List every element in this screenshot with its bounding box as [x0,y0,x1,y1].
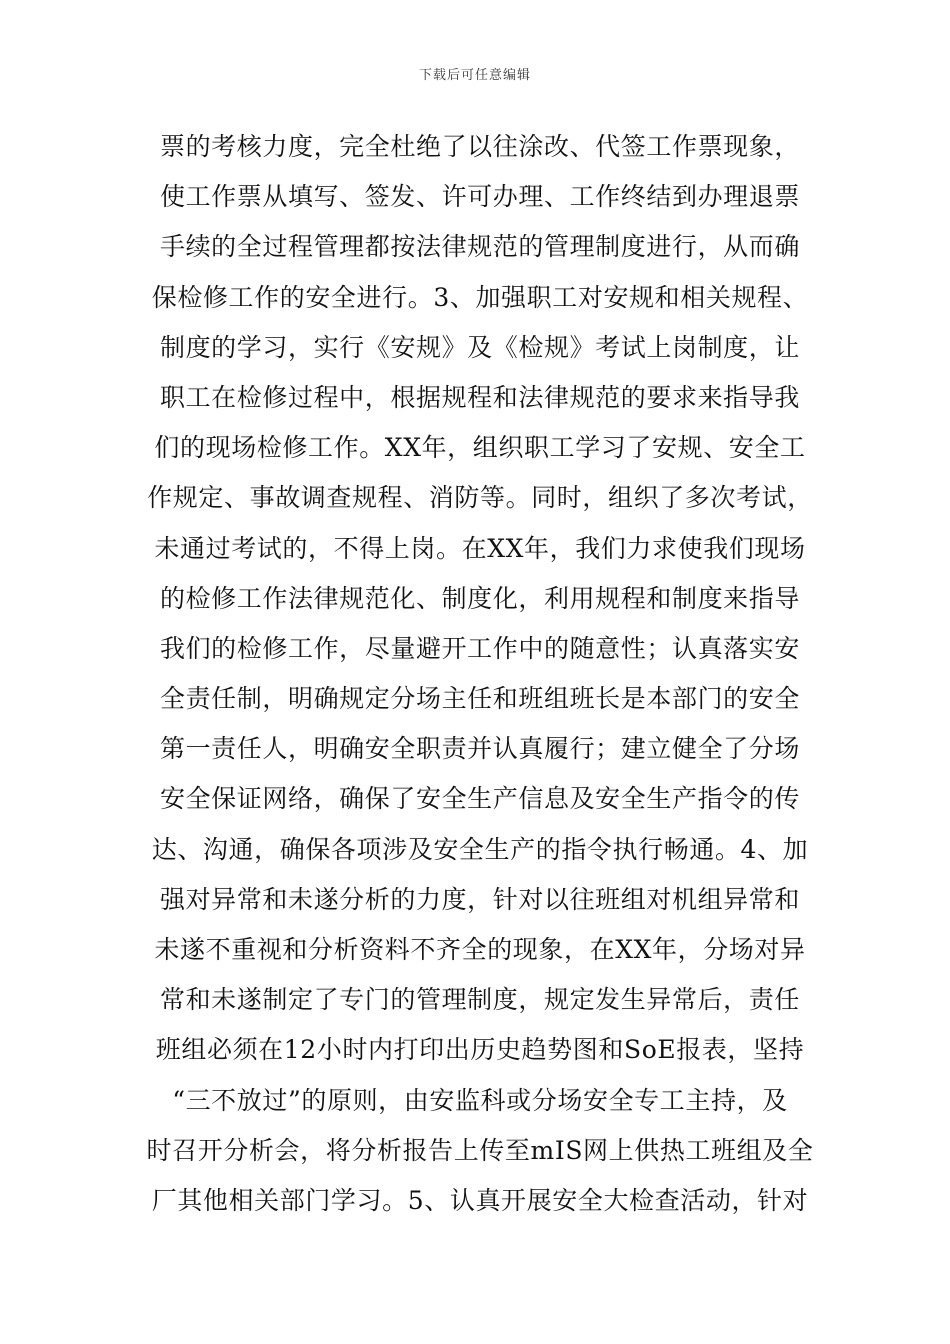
text-line: 手续的全过程管理都按法律规范的管理制度进行，从而确 [159,232,800,262]
text-line: 制度的学习，实行《安规》及《检规》考试上岗制度，让 [159,332,800,362]
text-line: 常和未遂制定了专门的管理制度，规定发生异常后，责任 [159,985,800,1015]
text-line: 使工作票从填写、签发、许可办理、工作终结到办理退票 [159,182,800,212]
text-line: 未遂不重视和分析资料不齐全的现象，在XX年，分场对异 [154,935,806,964]
text-line: “三不放过”的原则，由安监科或分场安全专工主持，及 [172,1085,788,1115]
text-line: 厂其他相关部门学习。5、认真开展安全大检查活动，针对 [151,1185,809,1215]
text-line: 达、沟通，确保各项涉及安全生产的指令执行畅通。4、加 [151,834,809,864]
text-line: 票的考核力度，完全杜绝了以往涂改、代签工作票现象， [159,132,800,161]
text-line: 们的现场检修工作。XX年，组织职工学习了安规、安全工 [154,433,806,463]
text-line: 职工在检修过程中，根据规程和法律规范的要求来指导我 [159,382,800,412]
page-header: 下载后可任意编辑 [418,68,531,83]
text-line: 班组必须在12小时内打印出历史趋势图和SoE报表，坚持 [155,1035,805,1065]
text-line: 我们的检修工作，尽量避开工作中的随意性；认真落实安 [159,633,800,663]
text-line: 的检修工作法律规范化、制度化，利用规程和制度来指导 [159,583,800,613]
text-line: 作规定、事故调查规程、消防等。同时，组织了多次考试， [147,483,813,513]
text-line: 安全保证网络，确保了安全生产信息及安全生产指令的传 [159,784,800,814]
text-line: 保检修工作的安全进行。3、加强职工对安规和相关规程、 [151,282,809,312]
text-line: 时召开分析会，将分析报告上传至mIS网上供热工班组及全 [146,1135,814,1165]
text-line: 强对异常和未遂分析的力度，针对以往班组对机组异常和 [159,884,800,914]
text-line: 未通过考试的，不得上岗。在XX年，我们力求使我们现场 [154,533,806,563]
text-line: 第一责任人，明确安全职责并认真履行；建立健全了分场 [159,734,800,764]
text-line: 全责任制，明确规定分场主任和班组班长是本部门的安全 [159,684,800,714]
body-text [140,122,820,1226]
